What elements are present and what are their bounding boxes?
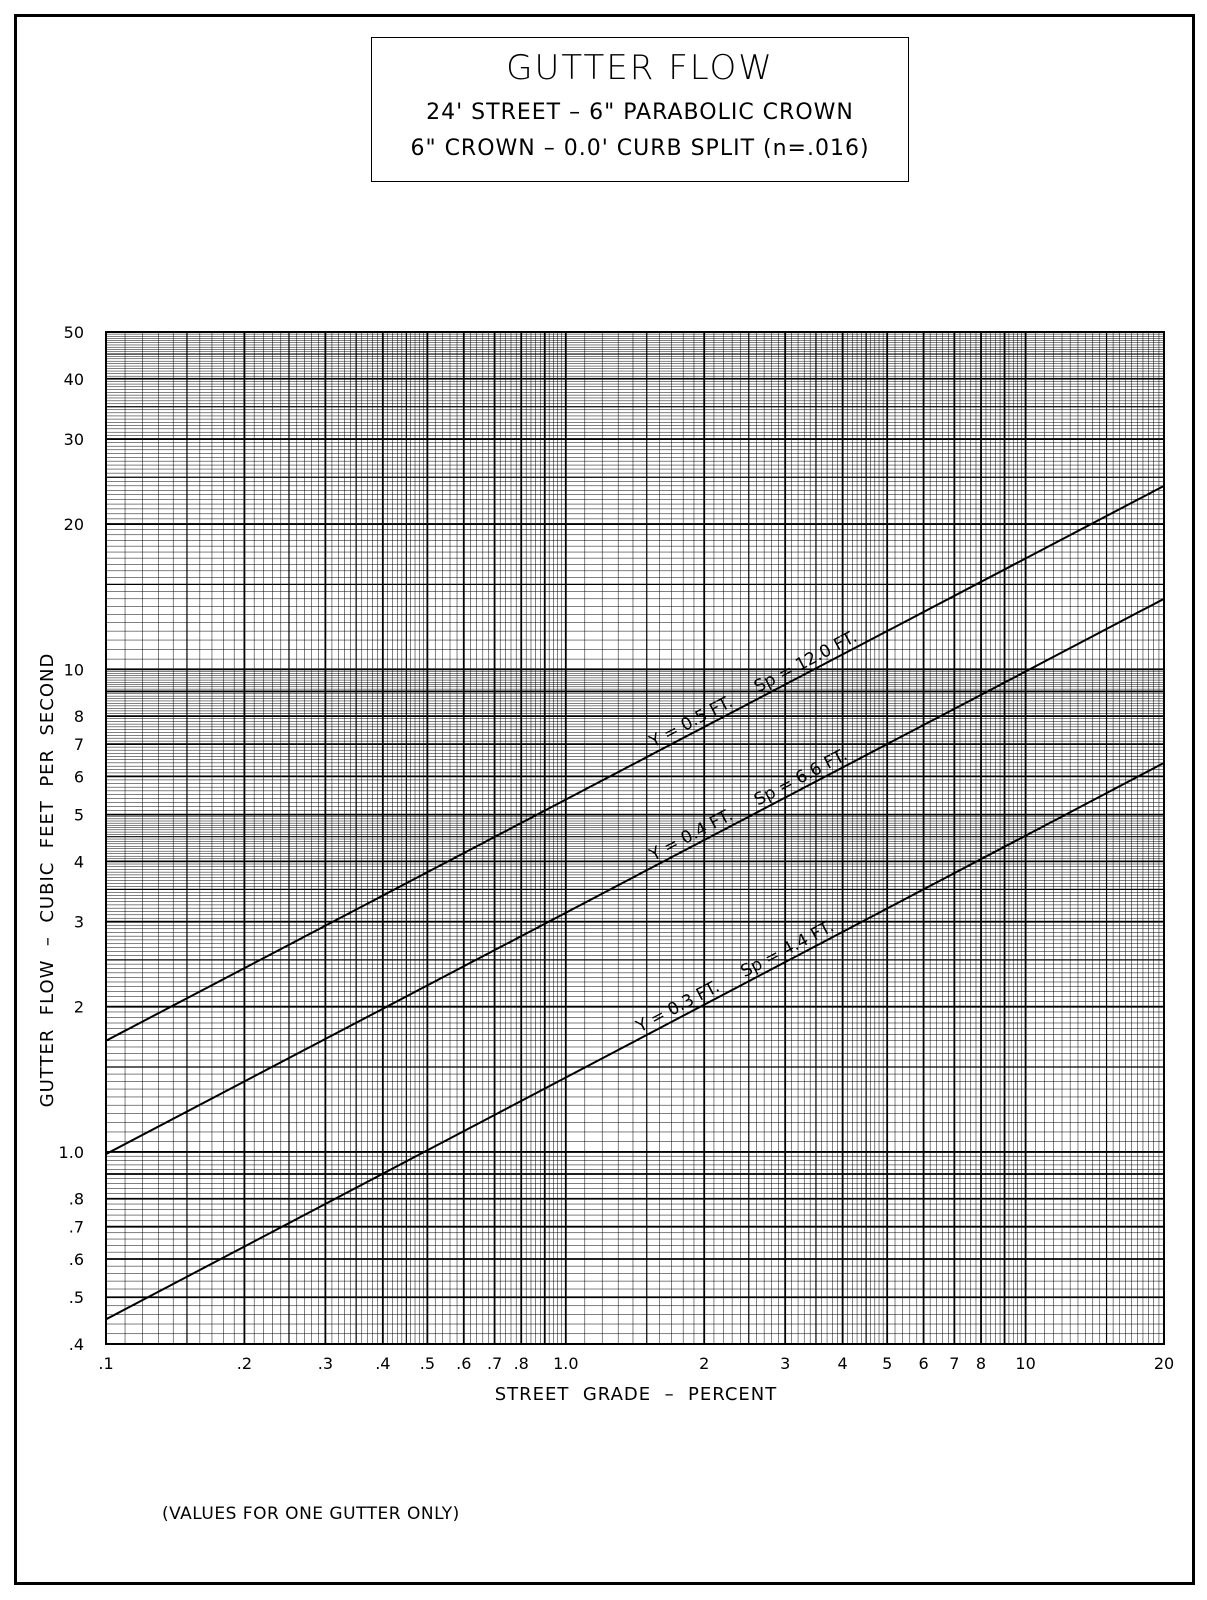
- tick-labels: [59, 323, 1175, 1373]
- major-grid: [106, 332, 1164, 1344]
- y-tick-label: 50: [63, 323, 84, 342]
- y-tick-label: 40: [63, 369, 84, 389]
- y-tick-label: 1.0: [58, 1142, 84, 1162]
- y-tick-label: .4: [68, 1335, 84, 1354]
- x-tick-label: 10: [1015, 1354, 1036, 1373]
- x-tick-label: 4: [837, 1354, 848, 1373]
- y-tick-label: 10: [63, 660, 84, 680]
- y-tick-label: 6: [73, 767, 84, 787]
- x-tick-label: 5: [882, 1354, 893, 1373]
- x-tick-label: .8: [513, 1354, 529, 1373]
- x-tick-label: .5: [419, 1354, 436, 1373]
- y-tick-label: .8: [68, 1189, 84, 1209]
- y-tick-label: 3: [73, 912, 84, 932]
- footnote: (VALUES FOR ONE GUTTER ONLY): [162, 1504, 460, 1524]
- y-tick-label: 2: [73, 997, 84, 1017]
- y-tick-label: 8: [73, 707, 84, 727]
- series-label-1: Y = 0.5 FT. Sp = 12.0 FT.: [646, 626, 861, 753]
- x-tick-label: 20: [1153, 1354, 1175, 1373]
- y-tick-label: 7: [73, 735, 84, 755]
- x-tick-label: .2: [236, 1354, 253, 1373]
- x-tick-label: .1: [98, 1354, 114, 1373]
- x-tick-label: 3: [780, 1354, 791, 1373]
- chart-title: GUTTER FLOW: [506, 48, 774, 88]
- y-tick-label: 4: [73, 852, 84, 872]
- y-tick-label: 20: [63, 515, 84, 535]
- x-tick-label: .4: [375, 1354, 391, 1373]
- x-tick-label: .7: [486, 1354, 503, 1373]
- y-tick-label: .6: [68, 1250, 84, 1270]
- y-tick-label: .7: [68, 1217, 84, 1237]
- x-tick-label: .3: [317, 1354, 334, 1373]
- chart-subtitle-line-1: 24' STREET – 6" PARABOLIC CROWN: [426, 100, 854, 125]
- series-label-3: Y = 0.3 FT. Sp = 4.4 FT.: [633, 916, 838, 1037]
- y-tick-label: 5: [73, 805, 84, 825]
- series-label-2: Y = 0.4 FT. Sp = 6.6 FT.: [646, 745, 851, 866]
- x-tick-label: .6: [456, 1354, 472, 1373]
- x-tick-label: 7: [949, 1354, 960, 1373]
- x-tick-label: 6: [918, 1354, 929, 1373]
- y-tick-label: .5: [68, 1288, 84, 1308]
- x-tick-label: 1.0: [553, 1354, 579, 1373]
- y-tick-label: 30: [63, 430, 84, 450]
- x-tick-label: 8: [975, 1354, 987, 1373]
- x-tick-label: 2: [699, 1354, 710, 1373]
- x-axis-label: STREET GRADE – PERCENT: [494, 1384, 778, 1405]
- y-axis-label: GUTTER FLOW – CUBIC FEET PER SECOND: [37, 652, 58, 1108]
- chart-subtitle-line-2: 6" CROWN – 0.0' CURB SPLIT (n=.016): [410, 136, 870, 161]
